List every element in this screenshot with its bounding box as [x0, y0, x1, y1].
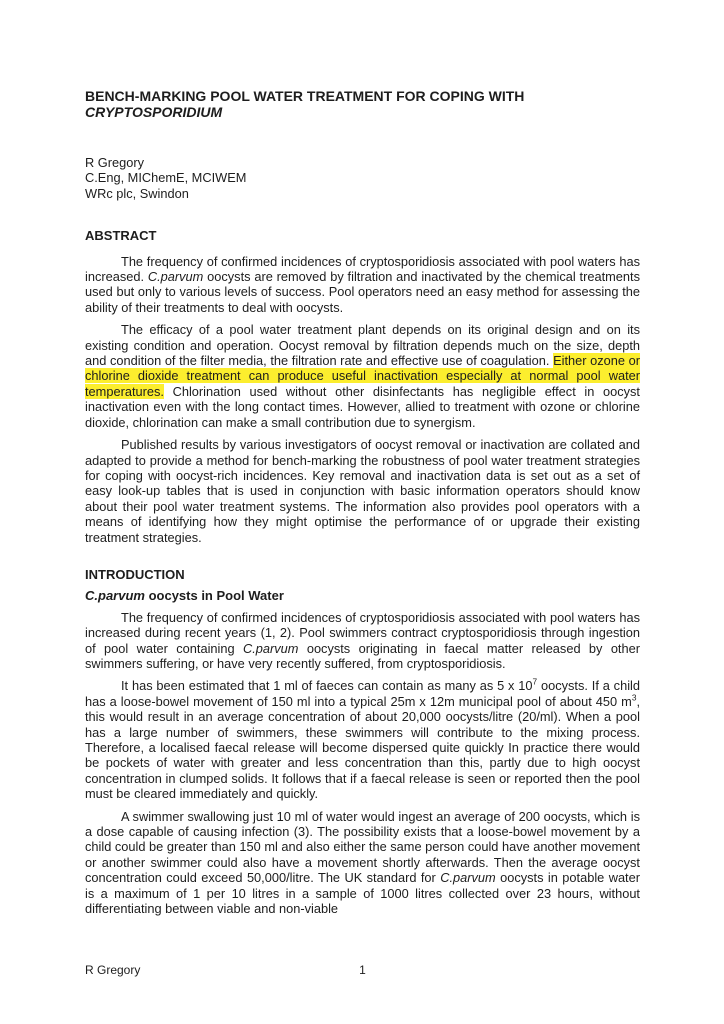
introduction-heading: INTRODUCTION — [85, 566, 185, 582]
abstract-paragraph-2: The efficacy of a pool water treatment plant depends on its original design and on its existing condition and operation. Oocyst removal by filtration depends much on the size, depth and condition of the filter media, the filtration rate and effective use of coagulation. Either ozone or chlorine dioxide treatment can produce useful inactivation especially at normal pool water temperatures. Chlorination used without other disinfectants has negligible effect in oocyst inactivation even with the long contact times. However, allied to treatment with ozone or chlorine dioxide, chlorination can make a small contribution due to synergism. — [85, 322, 640, 430]
footer-page-number: 1 — [359, 963, 366, 977]
title-line-2: CRYPTOSPORIDIUM — [85, 104, 223, 120]
introduction-subheading: C.parvum oocysts in Pool Water — [85, 588, 284, 604]
introduction-paragraph-2: It has been estimated that 1 ml of faeces can contain as many as 5 x $10^7$ oocysts. If a child has a loose-bowel movement of 150 ml into a typical 25m x 12m municipal pool of about 450 $m^3$, this would result in an average concentration of about 20,000 oocysts/litre (20/ml). When a pool has a large number of swimmers, these swimmers will contribute to the mixing process. Therefore, a localised faecal release will become dispersed quite quickly In practice there would be pockets of water with greater and less concentration than this, partly due to high oocyst concentration in clumped solids. It follows that if a faecal release is seen or reported then the pool must be cleared immediately and quickly. — [85, 677, 641, 802]
author-credentials: C.Eng, MIChemE, MCIWEM — [85, 170, 247, 186]
abstract-paragraph-1: The frequency of confirmed incidences of cryptosporidiosis associated with pool waters has increased. C.parvum oocysts are removed by filtration and inactivated by the chemical treatments used but only to various levels of success. Pool operators need an easy method for assessing the ability of their treatments to deal with oocysts. — [85, 253, 640, 315]
author-block — [85, 155, 640, 201]
abstract-paragraph-3: Published results by various investigators of oocyst removal or inactivation are collated and adapted to provide a method for bench-marking the robustness of pool water treatment strategies for coping with oocyst-rich incidences. Key removal and inactivation data is set out as a set of easy look-up tables that is used in conjunction with basic information operators should know about their pool water treatment systems. The information also provides pool operators with a means of identifying how they might optimise the performance of or upgrade their existing treatment strategies. — [85, 437, 640, 545]
abstract-heading: ABSTRACT — [85, 228, 157, 244]
page-footer — [85, 963, 640, 978]
introduction-paragraph-3: A swimmer swallowing just 10 ml of water would ingest an average of 200 oocysts, which is a dose capable of causing infection (3). The possibility exists that a loose-bowel movement by a child could be greater than 150 ml and also either the same person could have another movement or another swimmer could also have a movement shortly afterwards. Then the average oocyst concentration could exceed 50,000/litre. The UK standard for C.parvum oocysts in potable water is a maximum of 1 per 10 litres in a sample of 1000 litres collected over 23 hours, without differentiating between viable and non-viable — [85, 808, 640, 917]
footer-author: R Gregory — [85, 963, 141, 977]
author-name: R Gregory — [85, 155, 145, 170]
title-line-1: BENCH-MARKING POOL WATER TREATMENT FOR COPING WITH — [85, 88, 525, 104]
author-affiliation: WRc plc, Swindon — [85, 185, 189, 201]
document-title — [85, 88, 640, 120]
introduction-paragraph-1: The frequency of confirmed incidences of cryptosporidiosis associated with pool waters has increased during recent years (1, 2). Pool swimmers contract cryptosporidiosis through ingestion of pool water containing C.parvum oocysts originating in faecal matter released by other swimmers suffering, or have very recently suffered, from cryptosporidiosis. — [85, 609, 640, 671]
